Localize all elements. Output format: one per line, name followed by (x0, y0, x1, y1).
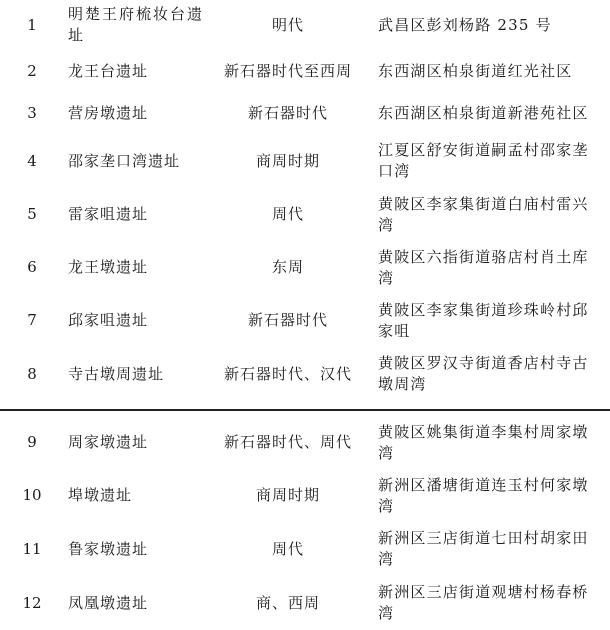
row-number: 4 (27, 151, 37, 170)
site-name: 邵家垄口湾遗址 (68, 151, 181, 170)
site-name: 明楚王府梳妆台遗址 (68, 5, 205, 44)
row-number: 8 (27, 364, 37, 383)
table-row (0, 50, 610, 92)
site-era: 东周 (271, 258, 304, 276)
site-location: 东西湖区柏泉街道红光社区 (378, 61, 573, 80)
site-location: 新洲区三店街道观塘村杨春桥湾 (378, 583, 589, 622)
site-era: 商、西周 (255, 593, 320, 612)
site-name: 鲁家墩遗址 (68, 539, 149, 558)
row-number: 9 (27, 433, 37, 451)
site-era: 新石器时代至西周 (223, 61, 352, 80)
site-location: 江夏区舒安街道嗣孟村邵家垄口湾 (378, 141, 589, 180)
site-era: 新石器时代 (247, 311, 328, 329)
table-row (0, 0, 610, 50)
site-era: 周代 (271, 539, 304, 558)
table-row (0, 294, 610, 347)
table-row (0, 241, 610, 294)
row-number: 2 (27, 61, 37, 80)
site-location: 武昌区彭刘杨路 235 号 (378, 15, 552, 34)
table-row (0, 416, 610, 469)
site-name: 寺古墩周遗址 (68, 364, 165, 383)
table-row (0, 522, 610, 576)
site-location: 东西湖区柏泉街道新港苑社区 (378, 103, 589, 122)
site-location: 黄陂区李家集街道白庙村雷兴湾 (378, 194, 589, 234)
row-number: 10 (22, 486, 42, 504)
row-number: 3 (27, 103, 37, 122)
table-row (0, 92, 610, 134)
site-era: 周代 (271, 205, 304, 223)
site-name: 埠墩遗址 (68, 486, 133, 504)
site-name: 凤凰墩遗址 (68, 593, 149, 612)
table-row (0, 134, 610, 188)
table-divider (0, 409, 610, 411)
site-era: 明代 (271, 15, 304, 34)
site-name: 龙王墩遗址 (68, 258, 149, 276)
site-location: 黄陂区李家集街道珍珠岭村邱家咀 (378, 300, 589, 340)
site-era: 新石器时代、汉代 (223, 364, 352, 383)
site-name: 龙王台遗址 (68, 61, 149, 80)
row-number: 5 (27, 205, 37, 223)
site-location: 黄陂区姚集街道李集村周家墩湾 (378, 422, 589, 462)
site-name: 雷家咀遗址 (68, 205, 149, 223)
row-number: 12 (22, 593, 42, 612)
row-number: 6 (27, 258, 37, 276)
site-location: 黄陂区六指街道骆店村肖土库湾 (378, 247, 589, 287)
site-location: 新洲区三店街道七田村胡家田湾 (378, 529, 589, 568)
site-name: 周家墩遗址 (68, 433, 149, 451)
site-era: 新石器时代、周代 (223, 433, 352, 451)
table-row (0, 469, 610, 522)
table-row (0, 347, 610, 401)
row-number: 7 (27, 311, 37, 329)
site-name: 营房墩遗址 (68, 103, 149, 122)
site-era: 商周时期 (255, 151, 320, 170)
site-era: 商周时期 (255, 486, 320, 504)
site-location: 黄陂区罗汉寺街道香店村寺古墩周湾 (378, 354, 589, 393)
site-location: 新洲区潘塘街道连玉村何家墩湾 (378, 475, 589, 515)
site-name: 邱家咀遗址 (68, 311, 149, 329)
row-number: 11 (22, 539, 42, 558)
site-era: 新石器时代 (247, 103, 328, 122)
table-row (0, 576, 610, 630)
table-row (0, 188, 610, 241)
row-number: 1 (27, 15, 37, 34)
